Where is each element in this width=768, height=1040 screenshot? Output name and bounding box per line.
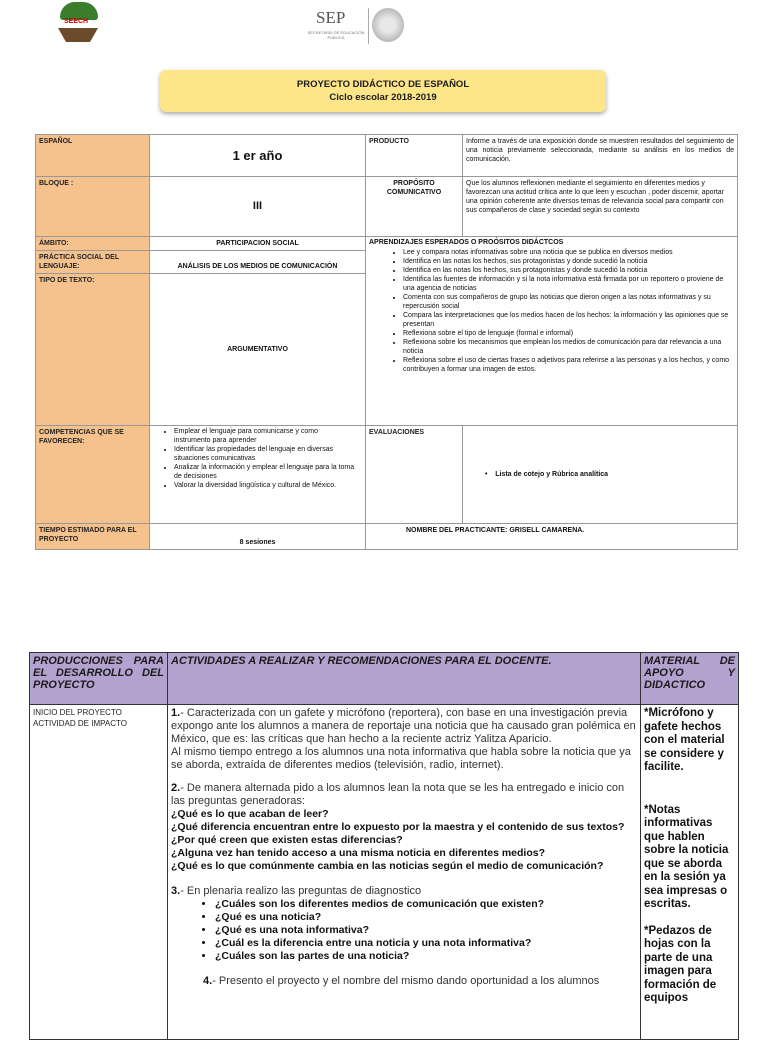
- list-item: • Identificar las propiedades del lenguaje en diversas situaciones comunicativas: [174, 445, 355, 463]
- list-item: • Identifica en las notas los hechos, sus protagonistas y donde sucedió la noticia: [403, 266, 731, 275]
- bullet-icon: •: [485, 471, 488, 478]
- paragraph: - Presento el proyecto y el nombre del mismo dando oportunidad a los alumnos: [212, 975, 600, 987]
- evaluaciones-value: Lista de cotejo y Rúbrica analítica: [495, 471, 609, 478]
- activities-table: [29, 652, 739, 1040]
- title-banner: [160, 70, 606, 112]
- practica-value: ANÁLISIS DE LOS MEDIOS DE COMUNICACIÓN: [150, 251, 366, 274]
- material-header: MATERIAL DE APOYO Y DIDACTICO: [641, 653, 739, 705]
- sep-logo-text: SEP: [316, 8, 346, 27]
- competencias-label: COMPETENCIAS QUE SE FAVORECEN:: [36, 426, 150, 524]
- material-item: *Micrófono y gafete hechos con el material se considere y facilite.: [644, 707, 725, 773]
- list-item: • Identifica las fuentes de información y si la nota informativa está firmada por un reportero o proviene de una agencia de noticias: [403, 275, 731, 293]
- list-item: • Lee y compara notas informativas sobre una noticia que se publica en diversos medios: [403, 248, 731, 257]
- list-item: • Emplear el lenguaje para comunicarse y como instrumento para aprender: [174, 427, 355, 445]
- producto-value: Informe a través de una exposición donde se muestren resultados del seguimiento de una noticia previamente seleccionada, mediante su análisis en los medios de comunicación.: [463, 135, 738, 177]
- espanol-label: ESPAÑOL: [36, 135, 150, 177]
- step-number: 2.: [171, 782, 181, 794]
- list-item: • Comenta con sus compañeros de grupo las noticias que dieron origen a las notas informativas y su repercusión social: [403, 293, 731, 311]
- list-item: • ¿Cuáles son los diferentes medios de comunicación que existen?: [215, 898, 637, 911]
- proposito-label: PROPÓSITO COMUNICATIVO: [366, 177, 463, 237]
- paragraph: - En plenaria realizo las preguntas de diagnostico: [180, 885, 422, 897]
- list-item: • Identifica en las notas los hechos, sus protagonistas y donde sucedió la noticia: [403, 257, 731, 266]
- sep-logo-subtext: SECRETARÍA DE EDUCACIÓN PÚBLICA: [307, 30, 365, 40]
- school-cycle: Ciclo escolar 2018-2019: [329, 92, 437, 103]
- list-item: • Valorar la diversidad lingüística y cultural de México.: [174, 481, 355, 490]
- tiempo-label: TIEMPO ESTIMADO PARA EL PROYECTO: [36, 524, 150, 550]
- material-item: *Notas informativas que hablen sobre la noticia que se aborda en la sesión ya sea impresas o escritas.: [644, 803, 729, 910]
- paragraph: Al mismo tiempo entrego a los alumnos una nota informativa que habla sobre la noticia que ya se aborda, extraída de diferentes medios (televisión, radio, internet).: [171, 746, 631, 771]
- list-item: • Compara las interpretaciones que los medios hacen de los hechos: la información y las opiniones que se presentan: [403, 311, 731, 329]
- grade-value: 1 er año: [150, 135, 366, 177]
- question: ¿Alguna vez han tenido acceso a una misma noticia en diferentes medios?: [171, 847, 546, 859]
- step-number: 3.: [171, 885, 181, 897]
- tiempo-value: 8 sesiones: [150, 524, 366, 550]
- project-info-table: [35, 134, 738, 550]
- project-title: PROYECTO DIDÁCTICO DE ESPAÑOL: [296, 79, 470, 90]
- list-item: • ¿Qué es una nota informativa?: [215, 924, 637, 937]
- productions-header: PRODUCCIONES PARA EL DESARROLLO DEL PROYECTO: [30, 653, 168, 705]
- question: ¿Por qué creen que existen estas diferencias?: [171, 834, 403, 846]
- stage-label: INICIO DEL PROYECTO ACTIVIDAD DE IMPACTO: [30, 705, 168, 1040]
- ambito-label: ÁMBITO:: [36, 237, 150, 251]
- practicante-name: NOMBRE DEL PRACTICANTE: GRISELL CAMARENA.: [366, 524, 738, 550]
- question: ¿Qué es lo que acaban de leer?: [171, 808, 329, 820]
- diagnostic-questions: [171, 898, 637, 963]
- list-item: • ¿Qué es una noticia?: [215, 911, 637, 924]
- question: ¿Qué diferencia encuentran entre lo expuesto por la maestra y el contenido de sus textos?: [171, 821, 625, 833]
- question: ¿Qué es lo que comúnmente cambia en las noticias según el medio de comunicación?: [171, 860, 604, 872]
- evaluaciones-label: EVALUACIONES: [366, 426, 463, 524]
- aprendizajes-list: [366, 248, 737, 374]
- sep-logo: [298, 6, 390, 46]
- list-item: • Reflexiona sobre los mecanismos que emplean los medios de comunicación para dar relevancia a una noticia: [403, 338, 731, 356]
- step-number: 1.: [171, 707, 181, 719]
- competencias-list: [150, 427, 365, 490]
- aprendizajes-label: APRENDIZAJES ESPERADOS O PROÓSITOS DIDÁCTCOS: [369, 239, 564, 246]
- list-item: • ¿Cuál es la diferencia entre una noticia y una nota informativa?: [215, 937, 637, 950]
- tipo-label: TIPO DE TEXTO:: [36, 274, 150, 426]
- tipo-value: ARGUMENTATIVO: [150, 274, 366, 426]
- ambito-value: PARTICIPACION SOCIAL: [150, 237, 366, 251]
- seech-logo-text: SEECH: [64, 18, 89, 25]
- material-item: *Pedazos de hojas con la parte de una imagen para formación de equipos: [644, 924, 717, 1004]
- bloque-label: BLOQUE :: [36, 177, 150, 237]
- producto-label: PRODUCTO: [366, 135, 463, 177]
- practica-label: PRÁCTICA SOCIAL DEL LENGUAJE:: [36, 251, 150, 274]
- paragraph: - De manera alternada pido a los alumnos lean la nota que se les ha entregado e inicio con las preguntas generadoras:: [171, 782, 625, 807]
- seech-logo: [56, 2, 102, 46]
- list-item: • Reflexiona sobre el tipo de lenguaje (formal e informal): [403, 329, 731, 338]
- activities-header: ACTIVIDADES A REALIZAR Y RECOMENDACIONES PARA EL DOCENTE.: [168, 653, 641, 705]
- proposito-value: Que los alumnos reflexionen mediante el seguimiento en diferentes medios y favorezcan una actitud crítica ante lo que leen y escuchan , poder discernir, aportar una opinión coherente ante diversos temas de relevancia social para compartir con sus compañeros de clase y sociedad según su contexto: [463, 177, 738, 237]
- paragraph: - Caracterizada con un gafete y micrófono (reportera), con base en una investigación previa expongo ante los alumnos a manera de reportaje una noticia que ha causado gran polémica en México, que es: las críticas que han hecho a la reciente actriz Yalitza Aparicio.: [171, 707, 636, 745]
- bloque-value: III: [150, 177, 366, 237]
- step-number: 4.: [203, 975, 213, 987]
- national-seal-icon: [372, 8, 404, 42]
- list-item: • Reflexiona sobre el uso de ciertas frases o adjetivos para referirse a las personas y a los hechos, y como contribuyen a formar una imagen de estos.: [403, 356, 731, 374]
- list-item: • ¿Cuáles son las partes de una noticia?: [215, 950, 637, 963]
- list-item: • Analizar la información y emplear el lenguaje para la toma de decisiones: [174, 463, 355, 481]
